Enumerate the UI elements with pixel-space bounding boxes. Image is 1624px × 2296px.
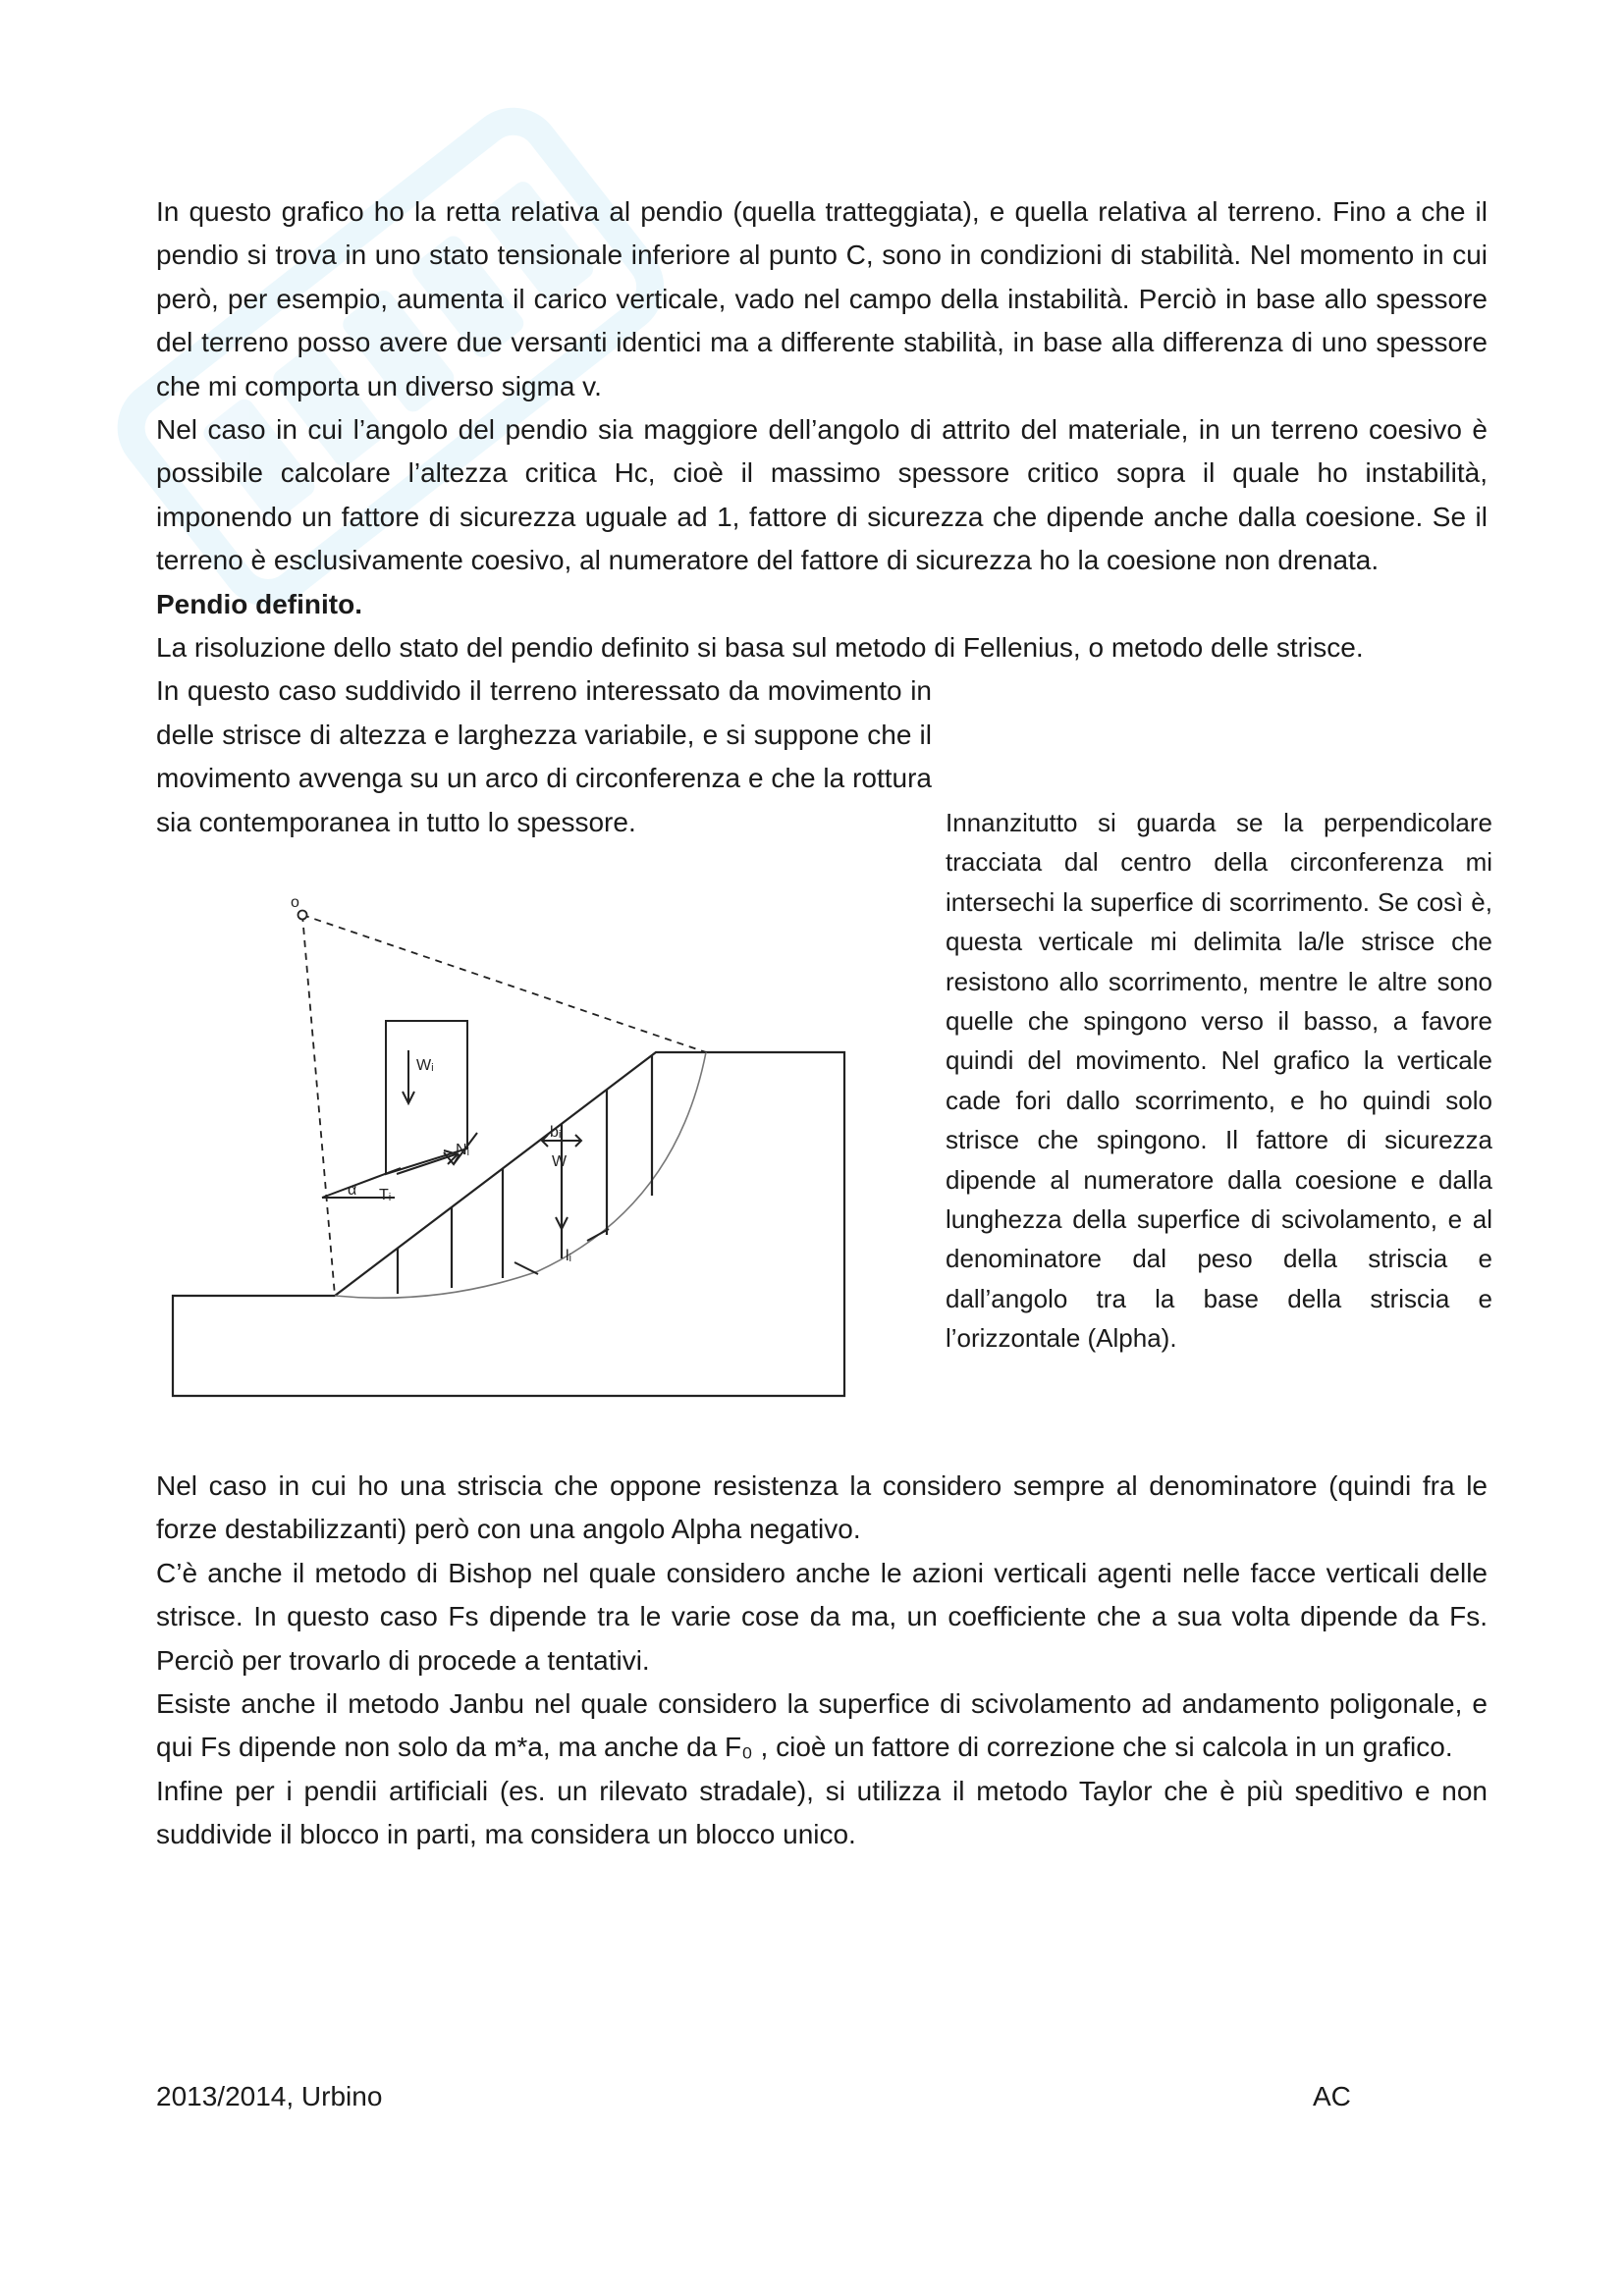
paragraph: Nel caso in cui l’angolo del pendio sia maggiore dell’angolo di attrito del materiale, in un terreno coesivo è possibile calcolare l’altezza critica Hc, cioè il massimo spessore critico sopra il quale ho instabilità, imponendo un fattore di sicurezza uguale ad 1, fattore di sicurezza che dipende anche dalla coesione. Se il terreno è esclusivamente coesivo, al numeratore del fattore di sicurezza ho la coesione non drenata. (156, 414, 1488, 576)
label-ti: Tᵢ (379, 1187, 392, 1203)
label-li: lᵢ (566, 1248, 572, 1264)
label-bi: bᵢ (550, 1124, 562, 1141)
footer-right: AC (1313, 2081, 1351, 2111)
li-marker-2 (587, 1229, 609, 1241)
paragraph: Infine per i pendii artificiali (es. un rilevato stradale), si utilizza il metodo Taylor che è più speditivo e non suddivide il blocco in parti, ma considera un blocco unico. (156, 1775, 1488, 1850)
failure-arc (335, 1052, 706, 1298)
label-o: o (291, 894, 299, 911)
paragraph: La risoluzione dello stato del pendio definito si basa sul metodo di Fellenius, o metodo delle strisce. (156, 632, 1364, 664)
paragraph: Nel caso in cui ho una striscia che oppone resistenza la considero sempre al denominatore (quindi fra le forze destabilizzanti) però con una angolo Alpha negativo. (156, 1470, 1488, 1545)
section-heading: Pendio definito. (156, 588, 362, 619)
label-ni: Nᵢ (456, 1142, 470, 1158)
paragraph: In questo caso suddivido il terreno interessato da movimento in delle strisce di altezza e larghezza variabile, e si suppone che il movimento avvenga su un arco di circonferenza e che la rottura sia contemporanea in tutto lo spessore. (156, 675, 932, 837)
label-wi: Wᵢ (416, 1057, 434, 1074)
radius-line (302, 915, 335, 1296)
paragraph: In questo grafico ho la retta relativa al pendio (quella tratteggiata), e quella relativa al terreno. Fino a che il pendio si trova in uno stato tensionale inferiore al punto C, sono in condizioni di stabilità. Nel momento in cui però, per esempio, aumenta il carico verticale, vado nel campo della instabilità. Perciò in base allo spessore del terreno posso avere due versanti identici ma a differente stabilità, in base alla differenza di uno spessore che mi comporta un diverso sigma v. (156, 196, 1488, 401)
footer-left: 2013/2014, Urbino (156, 2081, 383, 2111)
slope-stability-diagram (165, 883, 852, 1414)
paragraph: C’è anche il metodo di Bishop nel quale considero anche le azioni verticali agenti nelle facce verticali delle strisce. In questo caso Fs dipende tra le varie cose da ma, un coefficiente che a sua volta dipende da Fs. Perciò per trovarlo di procede a tentativi. (156, 1557, 1488, 1676)
ground-profile (173, 1052, 844, 1396)
label-alpha: α (348, 1182, 357, 1199)
label-w: W (552, 1153, 568, 1170)
top-text-block (156, 190, 1488, 844)
paragraph: Esiste anche il metodo Janbu nel quale considero la superfice di scivolamento ad andamento poligonale, e qui Fs dipende non solo da m*a, ma anche da F₀ , cioè un fattore di correzione che si calcola in un grafico. (156, 1688, 1488, 1763)
li-marker-1 (514, 1262, 538, 1274)
bottom-text-block (156, 1465, 1488, 1857)
side-paragraph: Innanzitutto si guarda se la perpendicolare tracciata dal centro della circonferenza mi intersechi la superfice di scorrimento. Se così è, questa verticale mi delimita la/le strisce che resistono allo scorrimento, mentre le altre sono quelle che spingono verso il basso, a favore quindi del movimento. Nel grafico la verticale cade fori dallo scorrimento, e ho quindi solo strisce che spingono. Il fattore di sicurezza dipende al numeratore dalla coesione e dalla lunghezza della superfice di scivolamento, e al denominatore dal peso della striscia e dall’angolo tra la base della striscia e l’orizzontale (Alpha). (946, 808, 1492, 1354)
centre-point (298, 911, 307, 920)
radius-line (302, 915, 706, 1052)
